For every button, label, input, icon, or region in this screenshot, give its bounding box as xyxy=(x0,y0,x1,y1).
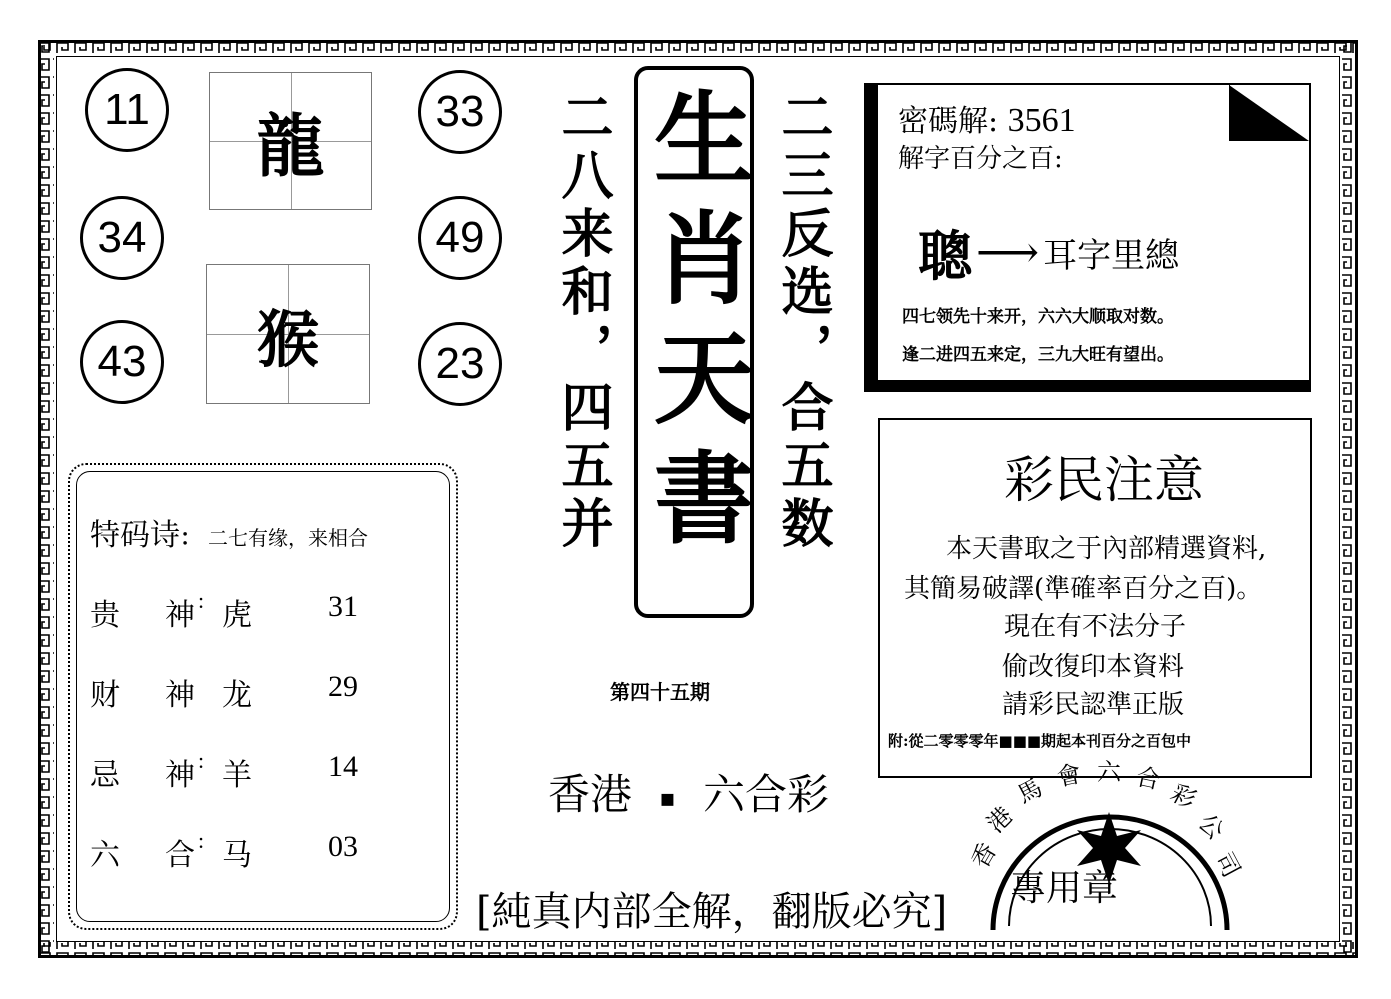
number-circle: 11 xyxy=(85,68,169,152)
password-line xyxy=(898,96,1076,140)
code-box-shadow-left xyxy=(866,85,878,390)
decode-label: 解字百分之百: xyxy=(898,144,1063,174)
poem-row-num: 14 xyxy=(328,750,358,783)
poem-title: 特码诗 xyxy=(90,518,180,553)
left-verse xyxy=(552,90,613,610)
svg-text:香: 香 xyxy=(965,838,1003,873)
number-circle: 43 xyxy=(80,320,164,404)
issue-number: 第四十五期 xyxy=(610,680,710,704)
left-verse-line-1: 二八来和， xyxy=(552,90,613,380)
svg-text:港: 港 xyxy=(981,801,1019,839)
poem-row-animal: 虎 xyxy=(222,599,252,632)
poem-row-b: 神 xyxy=(165,599,195,632)
notice-line-2: 其簡易破譯(準確率百分之百)。 xyxy=(904,574,1263,604)
left-verse-line-2: 四五并 xyxy=(552,380,613,554)
right-verse-line-1: 二三反选， xyxy=(772,90,833,380)
password-label: 密碼解: xyxy=(898,104,999,139)
poem-colon: ： xyxy=(180,525,203,551)
poem-row-animal: 马 xyxy=(222,839,252,872)
notice-footnote: 附:從二零零零年■■■期起本刊百分之百包中 xyxy=(888,732,1192,750)
svg-text:馬: 馬 xyxy=(1012,773,1048,810)
right-verse-line-2: 合五数 xyxy=(772,380,833,554)
poem-row-a: 六 xyxy=(90,839,120,872)
zodiac-box-dragon xyxy=(209,72,372,210)
key-char: 聰 xyxy=(918,224,972,288)
poem-row-animal: 羊 xyxy=(222,759,252,792)
svg-text:司: 司 xyxy=(1209,847,1246,883)
right-verse xyxy=(772,90,833,610)
brand-left: 香港 xyxy=(548,770,633,819)
poem-row-sep: : xyxy=(198,748,205,773)
official-stamp-seal xyxy=(965,750,1253,950)
notice-line-5: 請彩民認準正版 xyxy=(1002,690,1185,720)
notice-title: 彩民注意 xyxy=(1004,451,1204,509)
notice-line-1: 本天書取之于內部精選資料, xyxy=(946,534,1267,564)
footer-text: [純真内部全解，翻版必究] xyxy=(476,889,948,935)
poem-row-sep: : xyxy=(198,588,205,613)
poem-row-num: 03 xyxy=(328,830,358,863)
title: 生肖天書 xyxy=(637,86,755,566)
code-line-2: 逢二进四五来定，三九大旺有望出。 xyxy=(902,345,1174,365)
poem-row-num: 31 xyxy=(328,590,358,623)
key-explanation: 耳字里總 xyxy=(1043,236,1180,276)
svg-text:會: 會 xyxy=(1054,759,1084,792)
number-circle: 33 xyxy=(418,70,502,154)
corner-triangle-icon xyxy=(1229,85,1309,141)
title-box xyxy=(634,66,754,618)
poem-row-a: 忌 xyxy=(90,759,120,792)
number-circle: 49 xyxy=(418,196,502,280)
svg-text:公: 公 xyxy=(1192,808,1230,846)
poem-row-a: 财 xyxy=(90,679,120,712)
poem-subtitle: 二七有缘，来相合 xyxy=(208,526,369,550)
password-value: 3561 xyxy=(1007,102,1076,139)
decode-line xyxy=(918,214,1179,291)
poem-row-a: 贵 xyxy=(90,599,120,632)
brand-line xyxy=(548,762,829,822)
poem-row-num: 29 xyxy=(328,670,358,703)
stamp-center-text: 專用章 xyxy=(1010,868,1119,909)
number-circle: 34 xyxy=(80,196,164,280)
svg-text:彩: 彩 xyxy=(1166,778,1201,815)
arrow-icon: ⟶ xyxy=(976,227,1040,278)
brand-right: 六合彩 xyxy=(703,770,830,819)
poem-row-animal: 龙 xyxy=(222,679,252,712)
poem-row-sep: : xyxy=(198,828,205,853)
zodiac-char: 龍 xyxy=(256,106,325,187)
poem-row-b: 合 xyxy=(165,839,195,872)
svg-text:合: 合 xyxy=(1133,762,1164,795)
zodiac-char: 猴 xyxy=(256,302,319,376)
poem-title-line xyxy=(90,510,368,554)
code-line-1: 四七领先十来开，六六大顺取对数。 xyxy=(902,307,1174,327)
notice-line-4: 偷改復印本資料 xyxy=(1002,652,1185,682)
poem-row-b: 神 xyxy=(165,759,195,792)
notice-line-3: 現在有不法分子 xyxy=(1004,612,1187,642)
svg-text:六: 六 xyxy=(1097,758,1121,786)
poem-row-b: 神 xyxy=(165,679,195,712)
brand-separator: ▪ xyxy=(659,784,676,812)
number-circle: 23 xyxy=(418,322,502,406)
zodiac-box-monkey xyxy=(206,264,370,404)
code-box-shadow-bottom xyxy=(866,380,1309,390)
